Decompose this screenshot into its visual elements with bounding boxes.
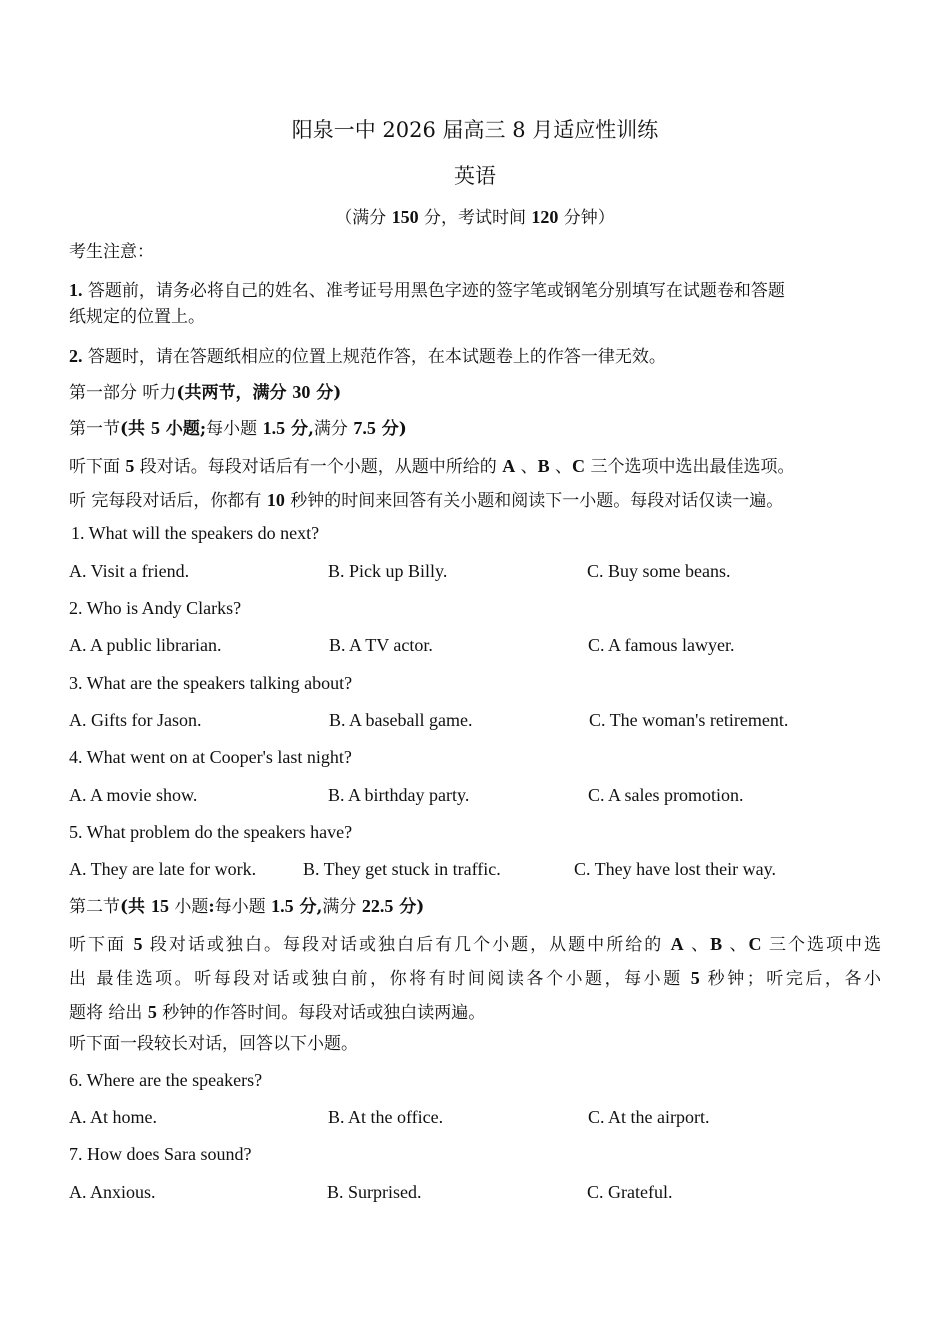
q6-option-a: A. At home. [69,1107,157,1127]
section1-instructions-2: 听 完每段对话后，你都有 10 秒钟的时间来回答有关小题和阅读下一小题。每段对话仅读一遍。 [69,490,784,511]
exam-title: 阳泉一中 2026 届高三 8 月适应性训练 [291,118,659,142]
question-5: 5. What problem do the speakers have? [69,822,353,842]
q5-option-a: A. They are late for work. [69,859,257,879]
q4-option-a: A. A movie show. [69,785,198,805]
q3-option-b: B. A baseball game. [329,710,473,730]
q3-option-a: A. Gifts for Jason. [69,710,202,730]
part1-heading: 第一部分 听力(共两节，满分 30 分) [69,382,342,403]
q1-option-a: A. Visit a friend. [69,561,190,581]
q6-option-c: C. At the airport. [588,1107,710,1127]
q1-option-c: C. Buy some beans. [587,561,731,581]
question-4: 4. What went on at Cooper's last night? [69,747,352,767]
notice-heading: 考生注意： [69,242,154,262]
section2-instructions-4: 听下面一段较长对话，回答以下小题。 [69,1034,358,1054]
question-1: 1. What will the speakers do next? [71,523,320,543]
q2-option-a: A. A public librarian. [69,635,222,655]
section2-heading: 第二节(共 15 小题:每小题 1.5 分,满分 22.5 分) [69,896,425,917]
question-3: 3. What are the speakers talking about? [69,673,353,693]
question-2: 2. Who is Andy Clarks? [69,598,242,618]
q2-option-c: C. A famous lawyer. [588,635,735,655]
notice-item-1-cont: 纸规定的位置上。 [69,307,205,327]
section1-instructions-1: 听下面 5 段对话。每段对话后有一个小题，从题中所给的 A 、B 、C 三个选项中选出最佳选项。 [69,456,795,477]
q4-option-c: C. A sales promotion. [588,785,744,805]
q1-option-b: B. Pick up Billy. [328,561,448,581]
q7-option-b: B. Surprised. [327,1182,422,1202]
notice-item-1: 1. 答题前，请务必将自己的姓名、准考证号用黑色字迹的签字笔或钢笔分别填写在试题卷和答题 [69,280,785,301]
question-6: 6. Where are the speakers? [69,1070,263,1090]
section1-heading: 第一节(共 5 小题;每小题 1.5 分,满分 7.5 分) [69,418,407,439]
q5-option-b: B. They get stuck in traffic. [303,859,501,879]
notice-item-2: 2. 答题时，请在答题纸相应的位置上规范作答，在本试题卷上的作答一律无效。 [69,346,666,367]
q5-option-c: C. They have lost their way. [574,859,776,879]
q2-option-b: B. A TV actor. [329,635,433,655]
q6-option-b: B. At the office. [328,1107,444,1127]
question-7: 7. How does Sara sound? [69,1144,252,1164]
q4-option-b: B. A birthday party. [328,785,470,805]
section2-instructions-2: 出 最佳选项。听每段对话或独白前，你将有时间阅读各个小题，每小题 5 秒钟；听完后，各小 [69,968,882,989]
section2-instructions-3: 题将 给出 5 秒钟的作答时间。每段对话或独白读两遍。 [69,1002,486,1023]
q7-option-c: C. Grateful. [587,1182,673,1202]
q3-option-c: C. The woman's retirement. [589,710,789,730]
section2-instructions-1: 听下面 5 段对话或独白。每段对话或独白后有几个小题，从题中所给的 A 、B 、C 三个选项中选 [69,934,882,955]
subject-title: 英语 [454,164,496,188]
q7-option-a: A. Anxious. [69,1182,156,1202]
score-info: （满分 150 分，考试时间 120 分钟） [335,207,615,228]
